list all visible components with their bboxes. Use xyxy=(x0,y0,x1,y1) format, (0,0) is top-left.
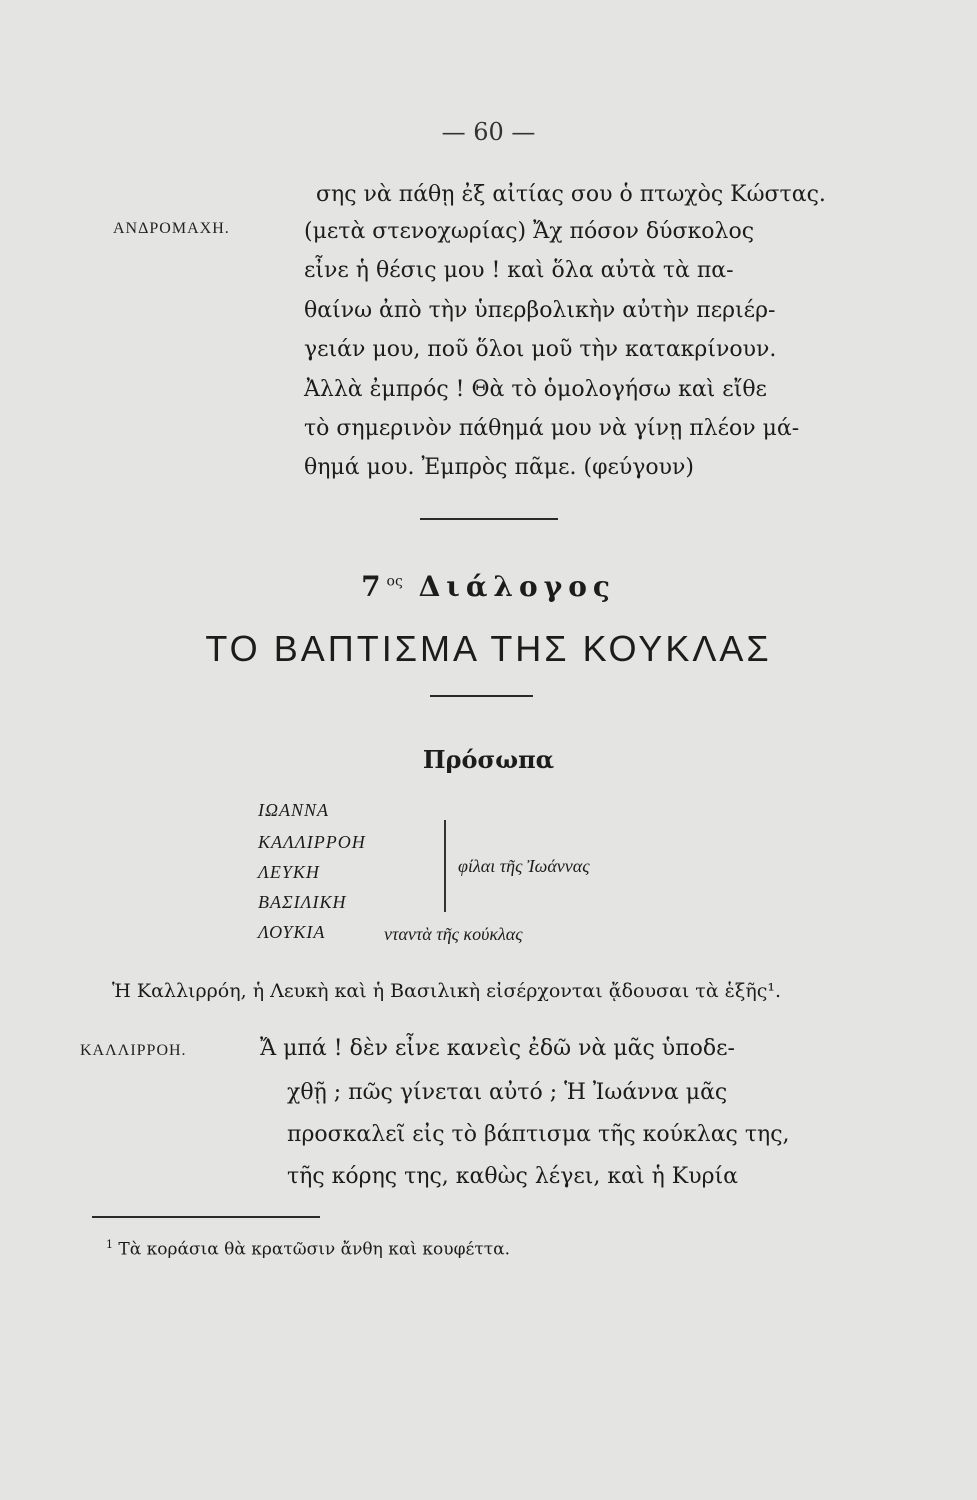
speaker-andromache: ΑΝΔΡΟΜΑΧΗ. xyxy=(113,220,230,237)
footnote-marker: 1 xyxy=(106,1238,113,1251)
footnote-rule xyxy=(92,1216,320,1218)
character-bracket xyxy=(444,820,446,912)
character-name: ΙΩΑΝΝΑ xyxy=(258,800,330,820)
text-line: χθῇ ; πῶς γίνεται αὐτό ; Ἡ Ἰωάννα μᾶς xyxy=(287,1080,728,1105)
friends-note: φίλαι τῆς Ἰωάννας xyxy=(458,856,590,876)
title-rule xyxy=(430,695,533,697)
text-line: Ἄ μπά ! δὲν εἶνε κανεὶς ἐδῶ νὰ μᾶς ὑποδε- xyxy=(260,1036,735,1061)
text-line: θαίνω ἀπὸ τὴν ὑπερβολικὴν αὐτὴν περιέρ- xyxy=(304,298,776,323)
text-line: εἶνε ἡ θέσις μου ! καὶ ὅλα αὐτὰ τὰ πα- xyxy=(304,258,734,283)
character-name: ΛΟΥΚΙΑ xyxy=(258,922,326,942)
footnote-text: Τὰ κοράσια θὰ κρατῶσιν ἄνθη καὶ κουφέττα. xyxy=(118,1239,511,1260)
character-name: ΒΑΣΙΛΙΚΗ xyxy=(258,892,347,912)
play-title: ΤΟ ΒΑΠΤΙΣΜΑ ΤΗΣ ΚΟΥΚΛΑΣ xyxy=(205,628,772,669)
character-name: ΛΕΥΚΗ xyxy=(258,862,320,882)
text-line: τῆς κόρης της, καθὼς λέγει, καὶ ἡ Κυρία xyxy=(287,1164,738,1189)
text-line: Ἀλλὰ ἐμπρός ! Θὰ τὸ ὁμολογήσω καὶ εἴθε xyxy=(304,377,767,402)
page-number: — 60 — xyxy=(441,118,536,146)
scene-heading xyxy=(0,570,977,603)
loukia-note: νταντὰ τῆς κούκλας xyxy=(384,924,523,944)
text-line: (μετὰ στενοχωρίας) Ἄχ πόσον δύσκολος xyxy=(304,219,755,244)
stage-direction: Ἡ Καλλιρρόη, ἡ Λευκὴ καὶ ἡ Βασιλικὴ εἰσέρχονται ᾄδουσαι τὰ ἑξῆς¹. xyxy=(112,980,782,1002)
text-line: γειάν μου, ποῦ ὅλοι μοῦ τὴν κατακρίνουν. xyxy=(304,337,777,362)
text-line: θημά μου. Ἐμπρὸς πᾶμε. (φεύγουν) xyxy=(304,455,694,480)
text-line: προσκαλεῖ εἰς τὸ βάπτισμα τῆς κούκλας της, xyxy=(287,1122,790,1147)
text-line: τὸ σημερινὸν πάθημά μου νὰ γίνῃ πλέον μά- xyxy=(304,416,800,441)
footnote xyxy=(106,1238,510,1260)
scene-heading-text: Διάλογος xyxy=(418,570,616,603)
character-name: ΚΑΛΛΙΡΡΟΗ xyxy=(258,832,366,852)
text-line: σης νὰ πάθῃ ἐξ αἰτίας σου ὁ πτωχὸς Κώστας. xyxy=(316,182,826,207)
persons-title: Πρόσωπα xyxy=(422,745,555,774)
scene-number: 7 xyxy=(361,570,387,603)
speaker-kallirroi: ΚΑΛΛΙΡΡΟΗ. xyxy=(80,1042,187,1059)
separator-rule xyxy=(420,518,558,520)
scene-number-suffix: ος xyxy=(386,573,403,590)
